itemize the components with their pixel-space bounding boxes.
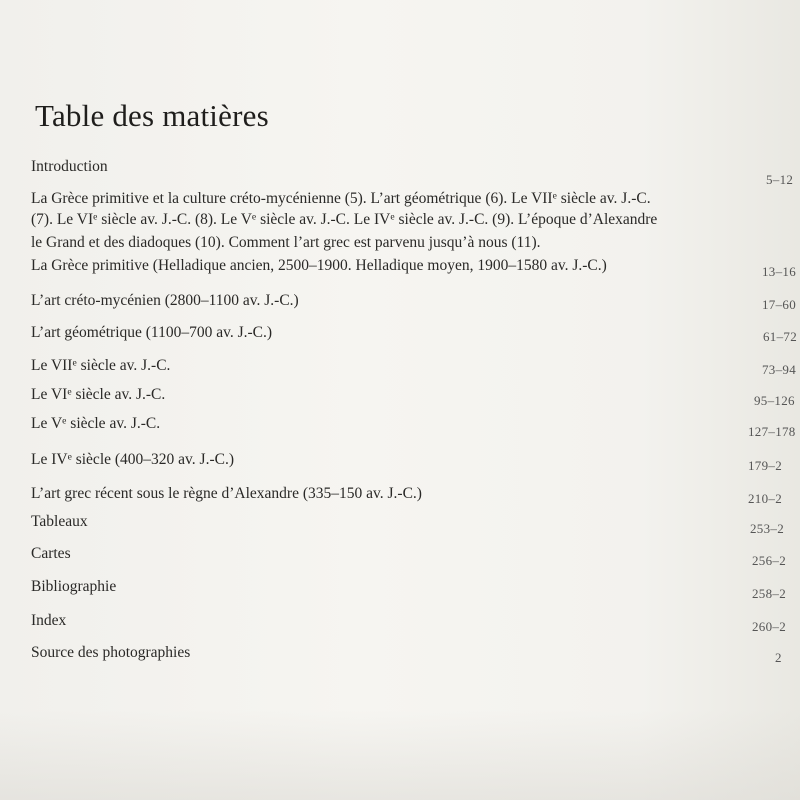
- toc-entry-label: L’art créto-mycénien (2800–1100 av. J.-C.): [31, 292, 299, 309]
- toc-entry-label: siècle av. J.-C.: [76, 357, 171, 374]
- toc-entry-pages: 13–16: [762, 264, 796, 279]
- toc-entry-label: Tableaux: [31, 513, 88, 530]
- toc-entry-label: siècle (400–320 av. J.-C.): [71, 451, 234, 468]
- superscript: e: [62, 415, 67, 427]
- intro-text: siècle av. J.-C. (8). Le V: [97, 211, 252, 228]
- toc-entry: [31, 257, 607, 275]
- toc-entry-label: Introduction: [31, 158, 108, 175]
- toc-entry: [31, 357, 170, 375]
- toc-entry-pages: 258–2: [752, 586, 786, 601]
- superscript: e: [390, 211, 395, 223]
- toc-entry-pages: 256–2: [752, 553, 786, 568]
- page-title: Table des matières: [35, 98, 269, 133]
- toc-entry-label: La Grèce primitive (Helladique ancien, 2500–1900. Helladique moyen, 1900–1580 av. J.-C.): [31, 257, 607, 274]
- toc-entry-label: Le IV: [31, 451, 68, 468]
- toc-entry-pages: 179–2: [748, 458, 782, 473]
- toc-entry: [31, 612, 66, 630]
- toc-entry-pages: 127–178: [748, 424, 796, 439]
- toc-entry-label: Le V: [31, 415, 63, 432]
- toc-entry-label: Cartes: [31, 545, 71, 562]
- toc-entry: [31, 485, 422, 503]
- superscript: e: [67, 451, 72, 463]
- intro-text: siècle av. J.-C. (9). L’époque d’Alexandre: [394, 211, 658, 228]
- superscript: e: [93, 211, 98, 223]
- intro-text: siècle av. J.-C.: [556, 190, 651, 207]
- toc-entry: [31, 324, 272, 342]
- toc-entry: [31, 513, 88, 531]
- toc-entry-pages: 5–12: [766, 172, 794, 187]
- superscript: e: [552, 190, 557, 202]
- superscript: e: [72, 357, 77, 369]
- intro-summary-line-3: [31, 234, 541, 252]
- toc-entry-pages: 253–2: [750, 521, 784, 536]
- superscript: e: [67, 386, 72, 398]
- toc-entry: [31, 578, 116, 596]
- toc-entry-pages: 2: [775, 650, 782, 665]
- toc-entry-label: Le VII: [31, 357, 73, 374]
- toc-entry: [31, 545, 71, 563]
- toc-entry-pages: 210–2: [748, 491, 782, 506]
- toc-entry-label: L’art géométrique (1100–700 av. J.-C.): [31, 324, 273, 341]
- toc-entry-label: siècle av. J.-C.: [66, 415, 161, 432]
- superscript: e: [251, 211, 257, 223]
- toc-entry-label: siècle av. J.-C.: [71, 386, 166, 403]
- toc-entry: [31, 415, 160, 433]
- toc-entry: [31, 644, 190, 662]
- toc-entry-pages: 61–72: [763, 329, 797, 344]
- toc-entry-introduction: [31, 158, 108, 176]
- intro-summary-line-1: [31, 190, 651, 208]
- intro-text: La Grèce primitive et la culture créto-mycénienne (5). L’art géométrique (6). Le VII: [31, 190, 553, 207]
- toc-entry-label: Index: [31, 612, 67, 629]
- toc-entry: [31, 292, 299, 310]
- toc-entry-pages: 95–126: [754, 393, 795, 408]
- toc-entry: [31, 451, 234, 469]
- toc-entry-label: Source des photographies: [31, 644, 191, 661]
- toc-entry-label: L’art grec récent sous le règne d’Alexandre (335–150 av. J.-C.): [31, 485, 422, 502]
- toc-entry: [31, 386, 165, 404]
- intro-summary-line-2: [31, 211, 657, 229]
- intro-text: le Grand et des diadoques (10). Comment l’art grec est parvenu jusqu’à nous (11).: [31, 234, 541, 251]
- toc-entry-label: Bibliographie: [31, 578, 117, 595]
- intro-text: siècle av. J.-C. Le IV: [256, 211, 391, 228]
- toc-entry-pages: 260–2: [752, 619, 786, 634]
- toc-entry-label: Le VI: [31, 386, 68, 403]
- intro-text: (7). Le VI: [31, 211, 94, 228]
- toc-entry-pages: 17–60: [762, 297, 796, 312]
- toc-entry-pages: 73–94: [762, 362, 796, 377]
